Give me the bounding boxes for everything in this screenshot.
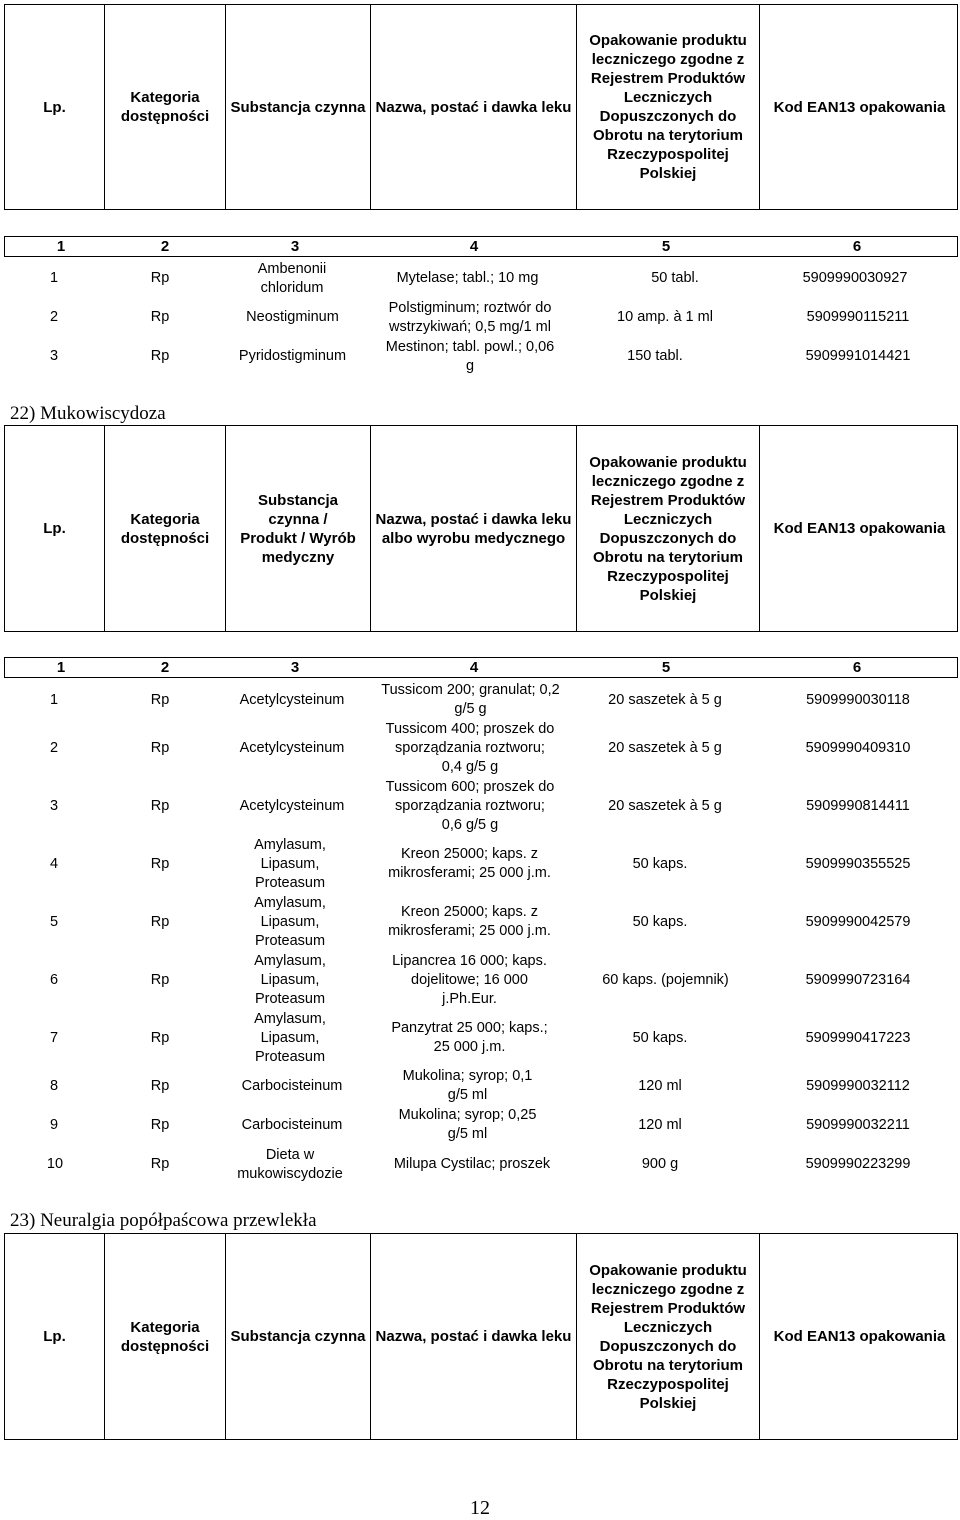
header-substancja: Substancja czynna [230,1328,366,1345]
col-num: 6 [852,659,862,676]
cell-sub: Carbocisteinum [241,1116,343,1133]
cell-sub: Amylasum, Lipasum, Proteasum [254,894,326,949]
cell-nazwa: Mukolina; syrop; 0,1 g/5 ml [402,1068,533,1103]
cell-opak: 20 saszetek à 5 g [608,739,722,756]
cell-sub: Amylasum, Lipasum, Proteasum [254,1010,326,1065]
cell-ean: 5909990042579 [805,913,911,930]
section-title-22: 22) Mukowiscydoza [10,403,166,424]
cell-opak: 150 tabl. [627,347,683,364]
cell-sub: Acetylcysteinum [239,797,345,814]
header-lp: Lp. [43,520,66,537]
cell-opak: 50 kaps. [632,855,688,872]
cell-sub: Neostigminum [246,308,339,325]
header-kategoria: Kategoria dostępności [120,1318,210,1355]
header-opakowanie: Opakowanie produktu leczniczego zgodne z Rejestrem Produktów Leczniczych Dopuszczonych do Obrotu na terytorium Rzeczypospolitej Polskiej [589,32,747,182]
cell-nazwa: Tussicom 200; granulat; 0,2 g/5 g [381,682,560,717]
cell-ean: 5909990223299 [805,1155,911,1172]
cell-opak: 20 saszetek à 5 g [608,691,722,708]
cell-kat: Rp [150,971,170,988]
cell-sub: Acetylcysteinum [239,739,345,756]
col-num: 3 [290,659,300,676]
cell-lp: 3 [49,347,59,364]
header-substancja-produkt: Substancja czynna / Produkt / Wyrób medyczny [240,491,356,566]
cell-kat: Rp [150,739,170,756]
cell-opak: 10 amp. à 1 ml [617,308,713,325]
cell-ean: 5909990115211 [806,308,910,325]
header-substancja: Substancja czynna [230,98,366,116]
cell-lp: 2 [49,308,59,325]
cell-ean: 5909990030927 [802,269,908,286]
cell-ean: 5909990409310 [805,739,911,756]
cell-opak: 60 kaps. (pojemnik) [602,971,729,988]
cell-kat: Rp [150,797,170,814]
cell-ean: 5909990032112 [806,1077,910,1094]
cell-nazwa: Panzytrat 25 000; kaps.; 25 000 j.m. [391,1020,548,1055]
header-nazwa-wyrob: Nazwa, postać i dawka leku albo wyrobu medycznego [375,510,572,547]
cell-opak: 20 saszetek à 5 g [608,797,722,814]
cell-lp: 8 [49,1077,59,1094]
cell-ean: 5909990723164 [805,971,911,988]
cell-nazwa: Mestinon; tabl. powl.; 0,06 g [385,339,555,374]
cell-sub: Amylasum, Lipasum, Proteasum [254,952,326,1007]
cell-lp: 3 [49,797,59,814]
cell-ean: 5909990814411 [806,797,910,814]
header-table-2 [4,425,958,632]
col-num: 4 [469,238,479,255]
cell-lp: 10 [46,1155,64,1172]
header-table-3 [4,1233,958,1440]
cell-kat: Rp [150,269,170,286]
cell-sub: Amylasum, Lipasum, Proteasum [254,836,326,891]
header-kategoria: Kategoria dostępności [120,89,210,125]
cell-ean: 5909990030118 [806,691,910,708]
cell-kat: Rp [150,1155,170,1172]
section-title-23: 23) Neuralgia popółpaścowa przewlekła [10,1210,317,1231]
cell-kat: Rp [150,1116,170,1133]
cell-ean: 5909990032211 [806,1116,910,1133]
col-num: 1 [56,659,66,676]
cell-lp: 1 [49,269,59,286]
col-num: 2 [160,659,170,676]
col-num: 4 [469,659,479,676]
cell-kat: Rp [150,347,170,364]
cell-ean: 5909991014421 [805,347,911,364]
cell-lp: 9 [49,1116,59,1133]
cell-opak: 50 tabl. [651,269,699,286]
cell-sub: Pyridostigminum [238,347,347,364]
header-ean: Kod EAN13 opakowania [773,1328,946,1345]
col-num: 6 [852,238,862,255]
col-num: 5 [661,659,671,676]
cell-lp: 4 [49,855,59,872]
cell-nazwa: Lipancrea 16 000; kaps. dojelitowe; 16 000 j.Ph.Eur. [392,952,547,1007]
col-num: 1 [56,238,66,255]
header-nazwa: Nazwa, postać i dawka leku [375,1328,572,1345]
cell-nazwa: Mytelase; tabl.; 10 mg [396,269,539,286]
header-lp: Lp. [43,98,66,116]
cell-kat: Rp [150,1029,170,1046]
cell-ean: 5909990417223 [805,1029,911,1046]
cell-kat: Rp [150,1077,170,1094]
cell-nazwa: Tussicom 400; proszek do sporządzania roztworu; 0,4 g/5 g [385,720,555,775]
col-num: 2 [160,238,170,255]
cell-kat: Rp [150,691,170,708]
page-number: 12 [470,1497,490,1519]
cell-opak: 50 kaps. [632,913,688,930]
header-ean: Kod EAN13 opakowania [773,520,946,537]
cell-lp: 6 [49,971,59,988]
cell-nazwa: Kreon 25000; kaps. z mikrosferami; 25 000 j.m. [388,846,551,881]
column-numbers-1 [4,236,958,257]
cell-kat: Rp [150,913,170,930]
header-lp: Lp. [43,1328,66,1345]
cell-sub: Acetylcysteinum [239,691,345,708]
header-table-1 [4,4,958,210]
cell-sub: Carbocisteinum [241,1077,343,1094]
col-num: 5 [661,238,671,255]
cell-lp: 1 [49,691,59,708]
cell-opak: 50 kaps. [632,1029,688,1046]
cell-opak: 900 g [641,1155,679,1172]
cell-lp: 5 [49,913,59,930]
cell-lp: 7 [49,1029,59,1046]
cell-nazwa: Tussicom 600; proszek do sporządzania roztworu; 0,6 g/5 g [385,778,555,833]
cell-kat: Rp [150,855,170,872]
header-ean: Kod EAN13 opakowania [773,98,946,116]
cell-opak: 120 ml [638,1116,682,1133]
column-numbers-2 [4,657,958,678]
cell-nazwa: Kreon 25000; kaps. z mikrosferami; 25 000 j.m. [388,904,551,939]
cell-sub: Dieta w mukowiscydozie [237,1147,343,1182]
cell-nazwa: Mukolina; syrop; 0,25 g/5 ml [398,1107,537,1142]
cell-nazwa: Milupa Cystilac; proszek [393,1155,551,1172]
cell-opak: 120 ml [638,1077,682,1094]
cell-ean: 5909990355525 [805,855,911,872]
header-opakowanie: Opakowanie produktu leczniczego zgodne z Rejestrem Produktów Leczniczych Dopuszczonych do Obrotu na terytorium Rzeczypospolitej Polskiej [589,453,747,604]
cell-lp: 2 [49,739,59,756]
header-opakowanie: Opakowanie produktu leczniczego zgodne z Rejestrem Produktów Leczniczych Dopuszczonych do Obrotu na terytorium Rzeczypospolitej Polskiej [589,1261,747,1412]
col-num: 3 [290,238,300,255]
cell-nazwa: Polstigminum; roztwór do wstrzykiwań; 0,5 mg/1 ml [388,300,552,335]
header-nazwa: Nazwa, postać i dawka leku [375,98,572,116]
cell-sub: Ambenonii chloridum [257,261,327,296]
header-kategoria: Kategoria dostępności [120,510,210,547]
cell-kat: Rp [150,308,170,325]
